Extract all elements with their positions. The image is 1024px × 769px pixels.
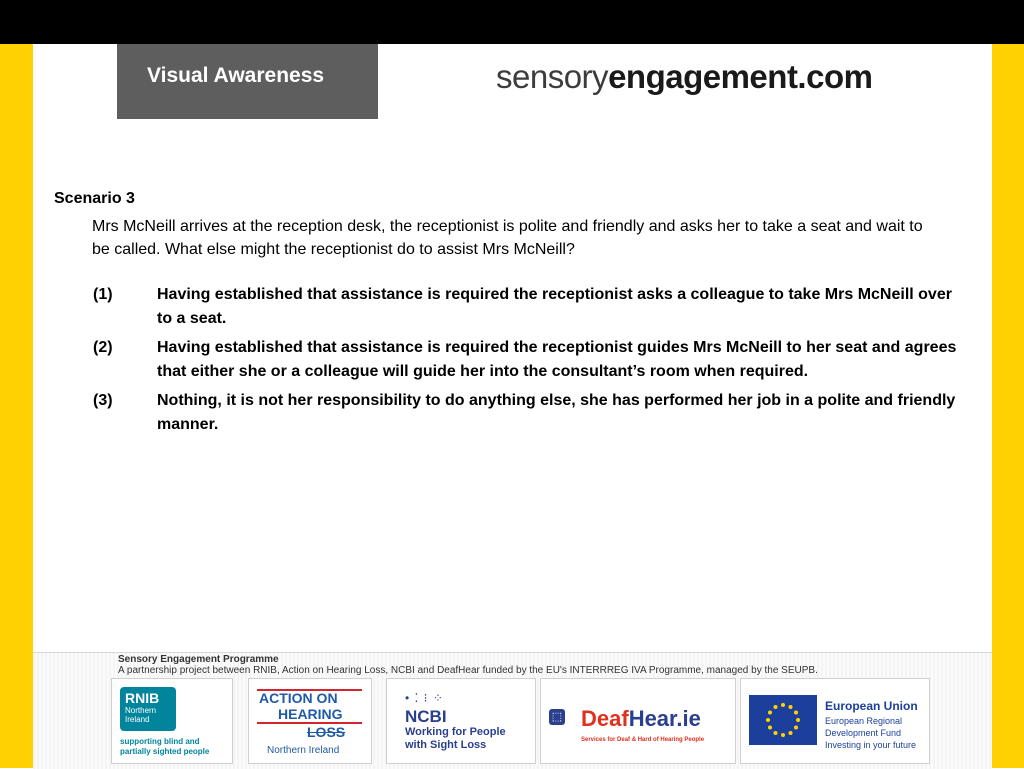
option-item-1 (93, 283, 964, 330)
rnib-name: RNIB (125, 690, 160, 706)
site-logo-bold: engagement.com (608, 58, 873, 95)
aohl-line-3: LOSS (307, 724, 346, 740)
eu-flag-icon (749, 695, 817, 745)
top-black-bar (0, 0, 1024, 44)
deafhear-logo (540, 678, 736, 764)
option-number: (1) (93, 286, 113, 303)
ncbi-logo (386, 678, 536, 764)
eu-description (825, 715, 916, 751)
ncbi-tagline-2: with Sight Loss (405, 739, 487, 751)
option-item-3 (93, 389, 964, 436)
eu-line-2: Development Fund (825, 728, 902, 738)
site-logo-light: sensory (496, 58, 609, 95)
rnib-logo (111, 678, 233, 764)
visual-awareness-badge (117, 44, 378, 119)
visual-awareness-label: Visual Awareness (147, 64, 325, 87)
eu-title: European Union (825, 699, 918, 713)
deafhear-hear: Hear.ie (628, 706, 701, 731)
rnib-badge (120, 687, 176, 731)
deafhear-deaf: Deaf (581, 706, 629, 731)
option-text: Having established that assistance is required the receptionist guides Mrs McNeill to her seat and agrees that either she or a colleague will guide her into the consultant’s room when required. (157, 339, 957, 380)
eu-logo (740, 678, 930, 764)
aohl-region: Northern Ireland (267, 745, 340, 756)
scenario-title: Scenario 3 (54, 190, 135, 207)
options-list (93, 283, 964, 436)
scenario-description: Mrs McNeill arrives at the reception desk, the receptionist is polite and friendly and asks her to take a seat and wait to be called. What else might the receptionist do to assist Mrs McNeill? (92, 218, 923, 258)
sensory-engagement-logo (496, 58, 872, 96)
eu-line-1: European Regional (825, 716, 903, 726)
ncbi-name: NCBI (405, 707, 447, 726)
rnib-tagline-2: partially sighted people (120, 747, 210, 756)
eu-line-3: Investing in your future (825, 740, 917, 750)
action-on-hearing-loss-logo (248, 678, 372, 764)
ncbi-tagline-1: Working for People (405, 726, 506, 738)
programme-description: A partnership project between RNIB, Action on Hearing Loss, NCBI and DeafHear funded by the EU's INTERRREG IVA Programme, managed by the SEUPB. (118, 665, 818, 676)
right-yellow-stripe (992, 44, 1024, 768)
option-number: (3) (93, 392, 113, 409)
option-number: (2) (93, 339, 113, 356)
aohl-line-1: ACTION ON (259, 690, 338, 706)
scenario-content (54, 190, 964, 442)
deafhear-name (581, 706, 701, 732)
deafhear-tagline: Services for Deaf & Hard of Hearing People (581, 737, 705, 743)
ncbi-tagline (405, 726, 506, 752)
left-yellow-stripe (0, 44, 33, 768)
rnib-region-1: Northern (125, 706, 157, 715)
programme-title: Sensory Engagement Programme (118, 654, 279, 665)
braille-dots-icon: • ⁚ ⁝ ⁘ (405, 691, 444, 705)
option-item-2 (93, 336, 964, 383)
rnib-region-2: Ireland (125, 715, 150, 724)
deafhear-mark-icon: ⬚ (549, 709, 565, 725)
eu-stars-icon (749, 695, 817, 745)
rnib-tagline-1: supporting blind and (120, 737, 200, 746)
option-text: Nothing, it is not her responsibility to do anything else, she has performed her job in a polite and friendly manner. (157, 392, 956, 433)
option-text: Having established that assistance is required the receptionist asks a colleague to take Mrs McNeill over to a seat. (157, 286, 952, 327)
aohl-line-2: HEARING (278, 706, 343, 722)
rnib-tagline (120, 737, 209, 757)
